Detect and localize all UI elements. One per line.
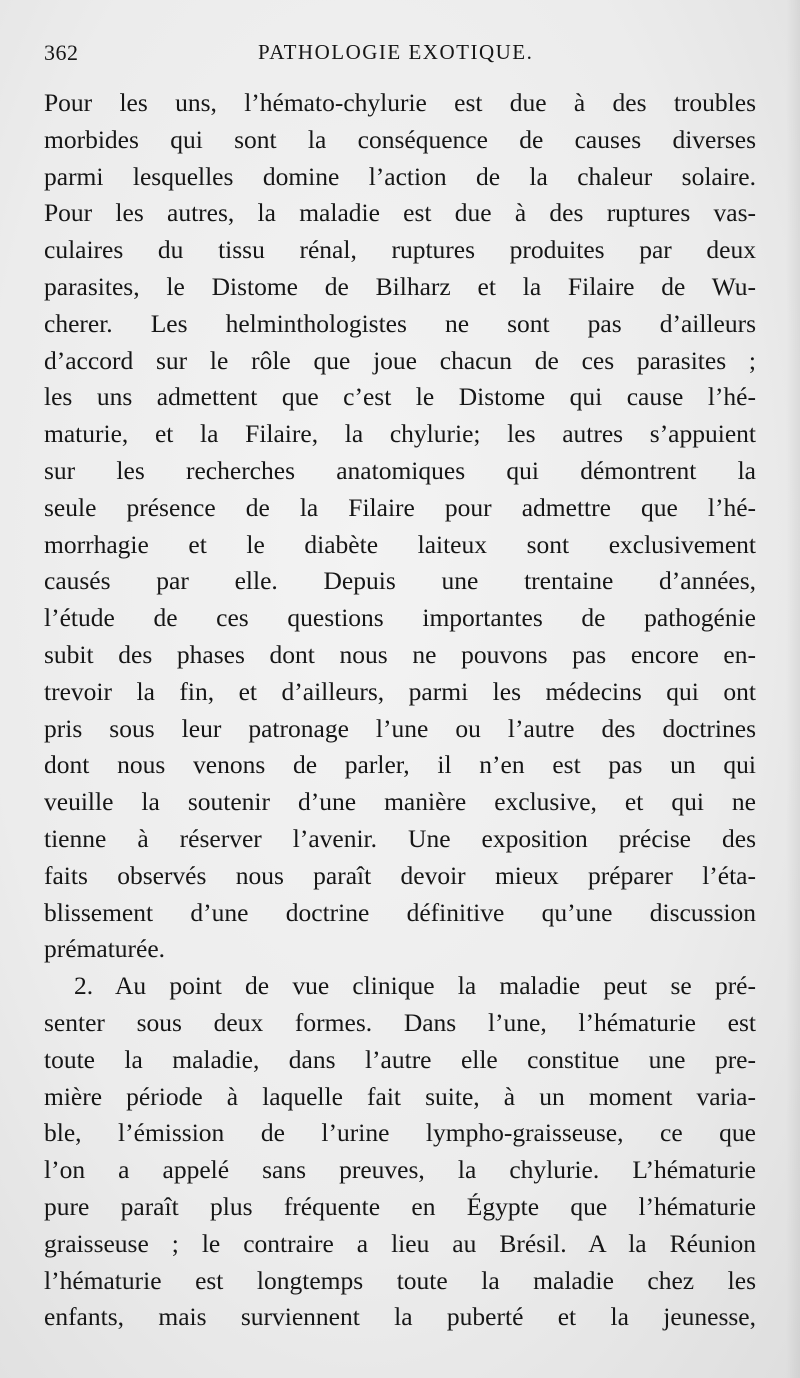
running-title: PATHOLOGIE EXOTIQUE. <box>258 40 534 64</box>
text-line: culaires du tissu rénal, ruptures produites par deux <box>44 235 756 265</box>
text-line: maturie, et la Filaire, la chylurie; les autres s’appuient <box>44 419 756 449</box>
text-line: subit des phases dont nous ne pouvons pas encore en- <box>44 639 756 669</box>
text-line: faits observés nous paraît devoir mieux préparer l’éta- <box>44 860 756 890</box>
text-line: graisseuse ; le contraire a lieu au Brésil. A la Réunion <box>44 1228 756 1258</box>
text-line: l’on a appelé sans preuves, la chylurie. L’hématurie <box>44 1155 756 1185</box>
text-line: l’hématurie est longtemps toute la maladie chez les <box>44 1265 756 1295</box>
text-line: causés par elle. Depuis une trentaine d’années, <box>44 566 756 596</box>
text-line: seule présence de la Filaire pour admettre que l’hé- <box>44 492 756 522</box>
text-line: ble, l’émission de l’urine lympho-graisseuse, ce que <box>44 1118 756 1148</box>
text-line: mière période à laquelle fait suite, à un moment varia- <box>44 1081 756 1111</box>
text-line: trevoir la fin, et d’ailleurs, parmi les médecins qui ont <box>44 676 756 706</box>
text-line: morbides qui sont la conséquence de causes diverses <box>44 124 756 154</box>
text-line: dont nous venons de parler, il n’en est pas un qui <box>44 750 756 780</box>
text-line: senter sous deux formes. Dans l’une, l’hématurie est <box>44 1007 756 1037</box>
text-line: enfants, mais surviennent la puberté et la jeunesse, <box>44 1302 756 1332</box>
text-line: toute la maladie, dans l’autre elle constitue une pre- <box>44 1044 756 1074</box>
text-line: parasites, le Distome de Bilharz et la Filaire de Wu- <box>44 271 756 301</box>
text-line: parmi lesquelles domine l’action de la chaleur solaire. <box>44 161 756 191</box>
text-line: morrhagie et le diabète laiteux sont exclusivement <box>44 529 756 559</box>
text-line: veuille la soutenir d’une manière exclusive, et qui ne <box>44 787 756 817</box>
text-line: blissement d’une doctrine définitive qu’une discussion <box>44 897 756 927</box>
text-line: 2. Au point de vue clinique la maladie peut se pré- <box>74 971 756 1001</box>
page-edge-shadow <box>786 0 800 1378</box>
text-line: pris sous leur patronage l’une ou l’autre des doctrines <box>44 713 756 743</box>
text-line: l’étude de ces questions importantes de pathogénie <box>44 603 756 633</box>
text-line: Pour les autres, la maladie est due à des ruptures vas- <box>44 198 756 228</box>
text-line: pure paraît plus fréquente en Égypte que l’hématurie <box>44 1191 756 1221</box>
text-line: prématurée. <box>44 934 166 964</box>
text-line: tienne à réserver l’avenir. Une exposition précise des <box>44 823 756 853</box>
text-line: les uns admettent que c’est le Distome qui cause l’hé- <box>44 382 756 412</box>
text-line: d’accord sur le rôle que joue chacun de ces parasites ; <box>44 345 756 375</box>
text-line: sur les recherches anatomiques qui démontrent la <box>44 455 756 485</box>
page-number: 362 <box>44 40 79 65</box>
body-text <box>44 85 756 1336</box>
page-header <box>44 40 754 76</box>
text-line: cherer. Les helminthologistes ne sont pas d’ailleurs <box>44 308 756 338</box>
text-line: Pour les uns, l’hémato-chylurie est due à des troubles <box>44 88 756 117</box>
